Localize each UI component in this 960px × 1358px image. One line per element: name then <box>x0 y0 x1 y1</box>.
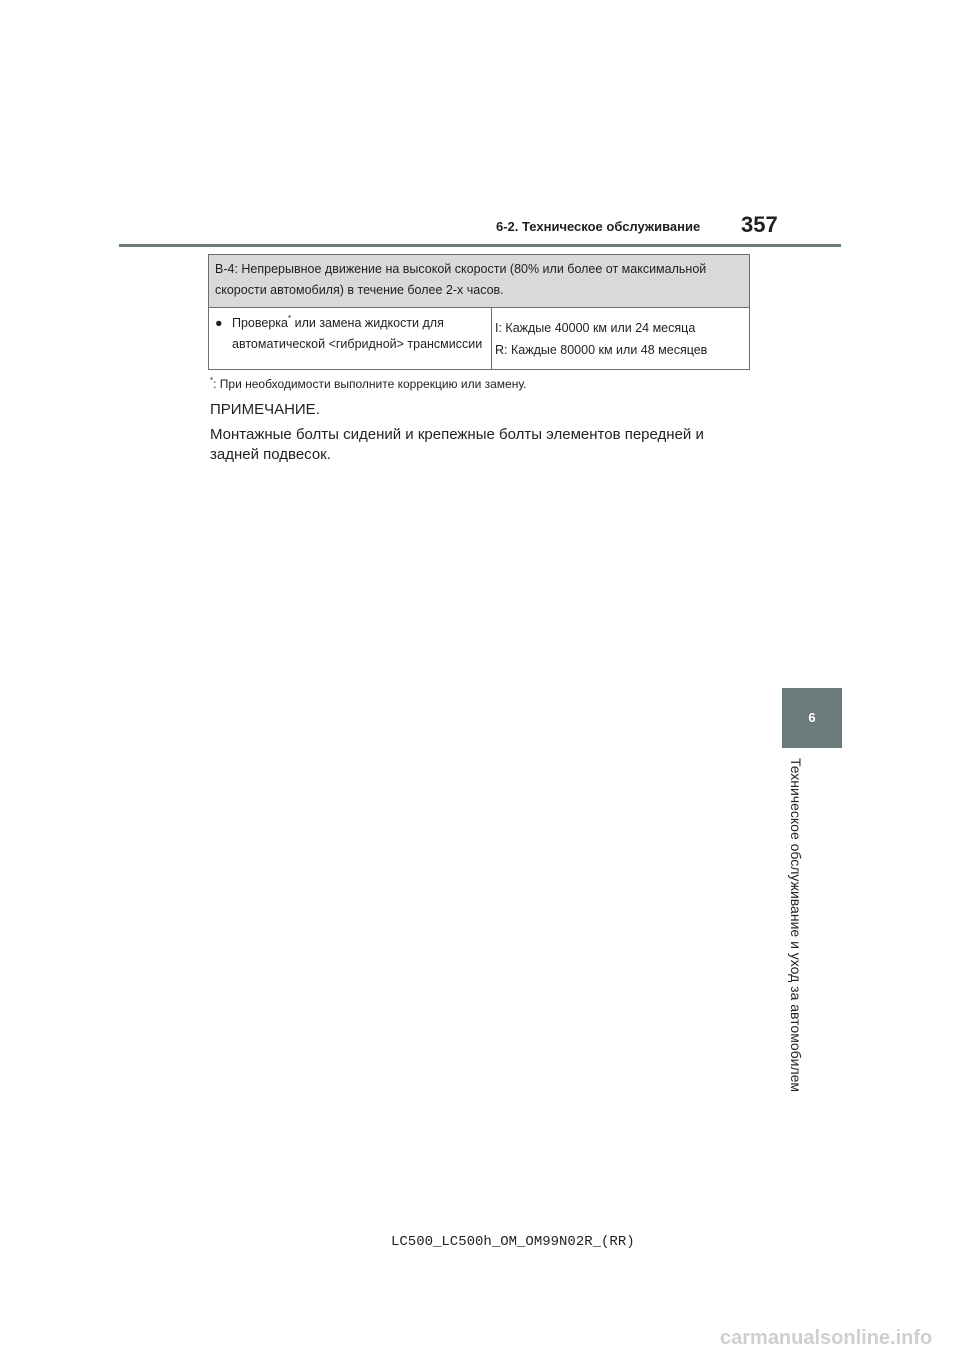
maintenance-table <box>208 254 750 370</box>
section-title: 6-2. Техническое обслуживание <box>496 219 701 234</box>
chapter-tab: 6 <box>782 688 842 748</box>
table-item-cell <box>209 308 492 370</box>
interval-inspect: I: Каждые 40000 км или 24 месяца <box>495 321 696 335</box>
table-heading: B-4: Непрерывное движение на высокой скорости (80% или более от максимальной скорости автомобиля) в течение более 2-х часов. <box>209 255 750 308</box>
footnote <box>210 377 526 391</box>
interval-replace: R: Каждые 80000 км или 48 месяцев <box>495 343 708 357</box>
item-text <box>232 313 485 355</box>
item-text-part2: или замена жидкости для автоматической <гибридной> трансмиссии <box>232 316 483 351</box>
footnote-marker: * <box>288 314 292 323</box>
bullet-icon: ● <box>215 316 223 330</box>
table-interval-cell <box>492 308 750 370</box>
footnote-text: : При необходимости выполните коррекцию или замену. <box>213 377 527 391</box>
chapter-title: Техническое обслуживание и уход за автомобилем <box>788 758 804 1093</box>
footnote-marker: * <box>210 376 214 385</box>
page-number: 357 <box>741 212 778 237</box>
note-text: Монтажные болты сидений и крепежные болты элементов передней и задней подвесок. <box>210 426 704 463</box>
document-code: LC500_LC500h_OM_OM99N02R_(RR) <box>391 1234 635 1250</box>
table-heading-row <box>209 255 750 308</box>
header-rule <box>119 244 841 247</box>
item-text-part1: Проверка <box>232 316 288 330</box>
watermark: carmanualsonline.info <box>720 1327 933 1349</box>
note-title: ПРИМЕЧАНИЕ. <box>210 401 320 418</box>
table-row <box>209 308 750 370</box>
